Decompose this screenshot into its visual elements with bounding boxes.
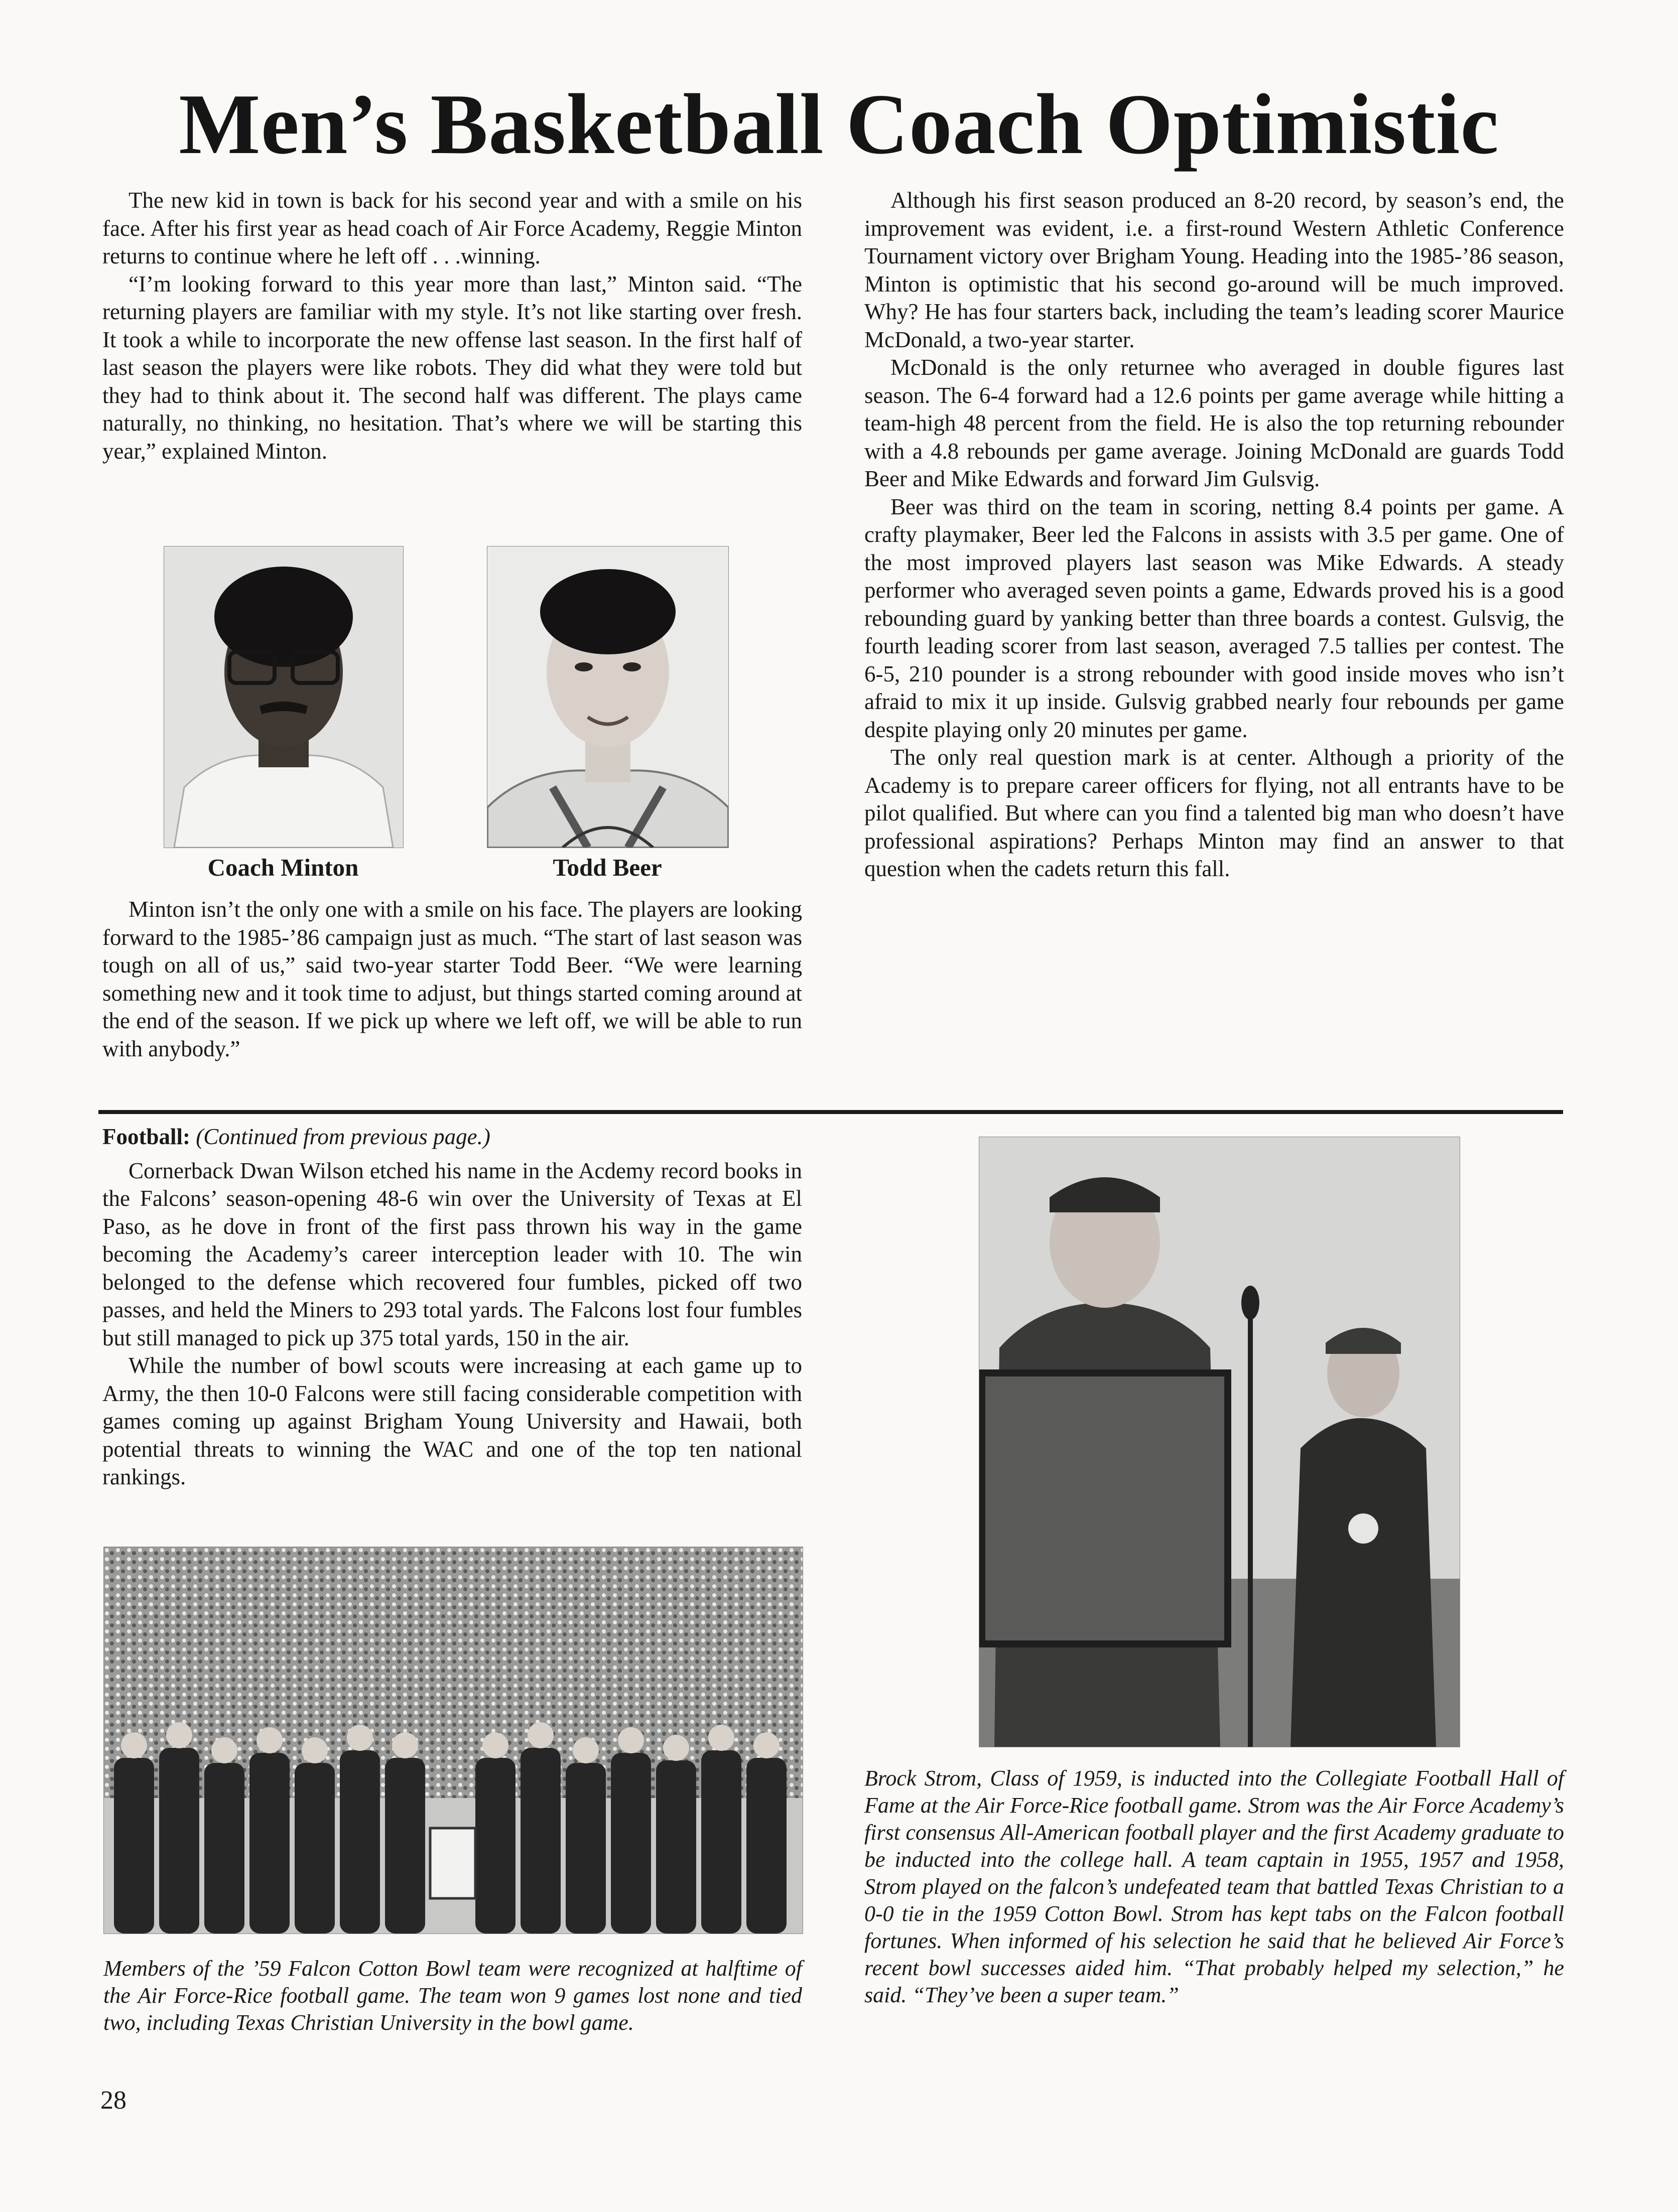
brock-strom-photo xyxy=(979,1137,1460,1747)
coach-minton-photo xyxy=(164,546,404,848)
basketball-paragraph: “I’m looking forward to this year more than last,” Minton said. “The returning players are familiar with my style. It’s not like starting over fresh. It took a while to incorporate the new offense last season. In the first half of last season the players were like robots. They did what they were told but they had to think about it. The second half was different. The plays came naturally, no thinking, no hesitation. That’s where we will be starting this year,” explained Minton. xyxy=(102,271,802,464)
football-header xyxy=(102,1123,802,1151)
basketball-paragraph: McDonald is the only returnee who averaged in double figures last season. The 6-4 forward had a 12.6 points per game average while hitting a team-high 48 percent from the field. He is also the top returning rebounder with a 4.8 rebounds per game average. Joining McDonald are guards Todd Beer and Mike Edwards and forward Jim Gulsvig. xyxy=(864,355,1564,491)
football-paragraph: While the number of bowl scouts were increasing at each game up to Army, the then 10-0 Falcons were still facing considerable competition with games coming up against Brigham Young University and Hawaii, both potential threats to winning the WAC and one of the top ten national rankings. xyxy=(102,1353,802,1489)
todd-beer-photo xyxy=(487,546,729,848)
basketball-paragraph: Although his first season produced an 8-20 record, by season’s end, the improvement was evident, i.e. a first-round Western Athletic Conference Tournament victory over Brigham Young. Heading into the 1985-’86 season, Minton is optimistic that his second go-around will be much improved. Why? He has four starters back, including the team’s leading scorer Maurice McDonald, a two-year starter. xyxy=(864,188,1564,352)
basketball-right-column xyxy=(864,187,1564,883)
team-photo-caption: Members of the ’59 Falcon Cotton Bowl team were recognized at halftime of the Air Force-Rice football game. The team won 9 games lost none and tied two, including Texas Christian University in the bowl game. xyxy=(103,1956,802,2035)
football-section-label: Football: xyxy=(102,1124,190,1149)
page-number: 28 xyxy=(100,2086,126,2115)
football-column xyxy=(102,1123,802,1491)
coach-minton-label: Coach Minton xyxy=(207,854,359,881)
page-title: Men’s Basketball Coach Optimistic xyxy=(179,77,1499,172)
basketball-paragraph: The only real question mark is at center. Although a priority of the Academy is to prepare career officers for flying, not all entrants have to be pilot qualified. But where can you find a talented big man who doesn’t have professional aspirations? Perhaps Minton may find an answer to that question when the cadets return this fall. xyxy=(864,745,1564,881)
basketball-paragraph: Beer was third on the team in scoring, netting 8.4 points per game. A crafty playmaker, Beer led the Falcons in assists with 3.5 per game. One of the most improved players last season was Mike Edwards. A steady performer who averaged seven points a game, Edwards proved his is a good rebounding guard by yanking better than three boards a contest. Gulsvig, the fourth leading scorer from last season, averaged 7.5 tallies per contest. The 6-5, 210 pounder is a strong rebounder with good inside moves who isn’t afraid to mix it up inside. Gulsvig grabbed nearly four rebounds per game despite playing only 20 minutes per game. xyxy=(864,494,1564,742)
basketball-paragraph: Minton isn’t the only one with a smile on his face. The players are looking forward to the 1985-’86 campaign just as much. “The start of last season was tough on all of us,” said two-year starter Todd Beer. “We were learning something new and it took time to adjust, but things started coming around at the end of the season. If we pick up where we left off, we will be able to run with anybody.” xyxy=(102,897,802,1061)
todd-beer-label: Todd Beer xyxy=(553,854,662,881)
basketball-left-column xyxy=(102,187,802,465)
section-divider xyxy=(98,1110,1563,1114)
strom-photo-caption: Brock Strom, Class of 1959, is inducted into the Collegiate Football Hall of Fame at the Air Force-Rice football game. Strom was the Air Force Academy’s first consensus All-American football player and the first Academy graduate to be inducted into the college hall. A team captain in 1955, 1957 and 1958, Strom played on the falcon’s undefeated team that battled Texas Christian to a 0-0 tie in the 1959 Cotton Bowl. Strom has kept tabs on the Falcon football fortunes. When informed of his selection he said that he believed Air Force’s recent bowl successes aided him. “That probably helped my selection,” he said. “They’ve been a super team.” xyxy=(864,1766,1564,2007)
cotton-bowl-team-photo xyxy=(103,1547,803,1934)
football-continued-note: (Continued from previous page.) xyxy=(196,1124,490,1149)
football-paragraph: Cornerback Dwan Wilson etched his name in the Acdemy record books in the Falcons’ season-opening 48-6 win over the University of Texas at El Paso, as he dove in front of the first pass thrown his way in the game becoming the Academy’s career interception leader with 10. The win belonged to the defense which recovered four fumbles, picked off two passes, and held the Miners to 293 total yards. The Falcons lost four fumbles but still managed to pick up 375 total yards, 150 in the air. xyxy=(102,1158,802,1350)
basketball-paragraph: The new kid in town is back for his second year and with a smile on his face. After his first year as head coach of Air Force Academy, Reggie Minton returns to continue where he left off . . .winning. xyxy=(102,188,802,268)
basketball-left-column-bottom xyxy=(102,896,802,1063)
